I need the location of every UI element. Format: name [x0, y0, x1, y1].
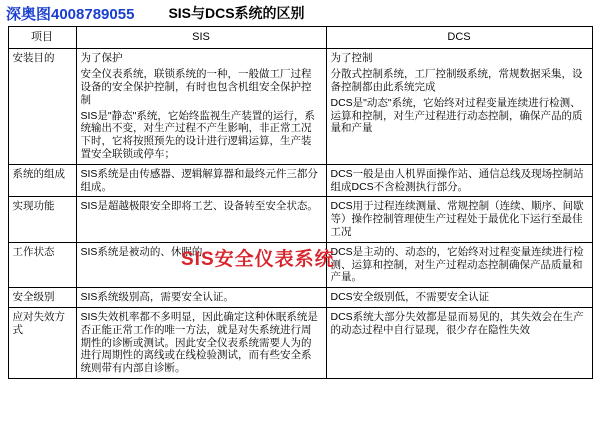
row-dcs-cell: [326, 49, 592, 164]
table-row: [8, 288, 592, 308]
table-row: [8, 307, 592, 378]
row-sis-cell: [76, 197, 326, 242]
table-row: [8, 242, 592, 287]
cell-paragraph: SIS系统级别高，需要安全认证。: [80, 291, 234, 304]
row-dcs-cell: [326, 164, 592, 197]
row-dcs-cell: [326, 288, 592, 308]
cell-paragraph: DCS是"动态"系统，它始终对过程变量连续进行检测、运算和控制，对生产过程进行动态控制，确保产品的质量和产量: [330, 96, 583, 135]
cell-paragraph: SIS系统是由传感器、逻辑解算器和最终元件三都分组成。: [80, 167, 318, 193]
cell-paragraph: SIS失效机率都不多明显，因此确定这种休眠系统是否正能正常工作的唯一方法，就是对失系统进行周期性的诊断或测试。因此安全仪表系统需要人为的进行周期性的离线或在线检验测试，而有些安全系统则带有内部自诊断。: [80, 310, 318, 375]
cell-paragraph: SIS是超越极限安全即将工艺、设备转至安全状态。: [80, 200, 318, 213]
brand-label: 深奥图4008789055: [6, 5, 135, 23]
row-sis-cell: [76, 288, 326, 308]
row-dcs-cell: [326, 197, 592, 242]
cell-paragraph: DCS是主动的、动态的，它始终对过程变量连续进行检测、运算和控制，对生产过程动态控制确保产品质量和产量。: [330, 245, 584, 284]
page-title: SIS与DCS系统的区别: [168, 5, 305, 21]
row-label: 系统的组成: [8, 164, 76, 197]
row-dcs-cell: [326, 307, 592, 378]
cell-paragraph: 为了控制: [330, 52, 373, 65]
column-header-dcs: DCS: [326, 27, 592, 49]
row-label: 工作状态: [8, 242, 76, 287]
row-sis-cell: [76, 307, 326, 378]
row-sis-cell: [76, 242, 326, 287]
cell-paragraph: DCS系统大部分失效都是显而易见的，其失效会在生产的动态过程中自行显现，很少存在隐性失效: [330, 310, 584, 336]
row-label: 实现功能: [8, 197, 76, 242]
cell-paragraph: 为了保护: [80, 52, 123, 65]
cell-paragraph: DCS一般是由人机界面操作站、通信总线及现场控制站组成DCS不含检测执行部分。: [330, 167, 584, 193]
column-header-sis: SIS: [76, 27, 326, 49]
cell-paragraph: 安全仪表系统，联锁系统的一种，一般做工厂过程设备的安全保护控制，有时也包含机组安全保护控制: [80, 68, 312, 106]
cell-paragraph: SIS系统是被动的、休眠的: [80, 245, 203, 258]
cell-paragraph: SIS是"静态"系统，它始终监视生产装置的运行，系统输出不变，对生产过程不产生影响，非正常工况下时，它将按照预先的设计进行逻辑运算，生产装置安全联锁或停车；: [80, 109, 315, 160]
cell-paragraph: DCS用于过程连续测量、常规控制（连续、顺序、间歇等）操作控制管理使生产过程处于最优化下运行至最佳工况: [330, 200, 584, 238]
table-row: [8, 49, 592, 164]
row-label: 安装目的: [8, 49, 76, 164]
row-sis-cell: [76, 49, 326, 164]
column-header-item: 项目: [8, 27, 76, 49]
table-row: [8, 197, 592, 242]
row-label: 安全级别: [8, 288, 76, 308]
table-row: [8, 164, 592, 197]
comparison-table: [8, 26, 593, 379]
watermark-text: SIS安全仪表系统: [181, 249, 335, 270]
row-label: 应对失效方式: [8, 307, 76, 378]
page-header: [0, 0, 600, 26]
cell-paragraph: 分散式控制系统，工厂控制级系统，常规数据采集，设备控制都由此系统完成: [330, 68, 583, 93]
row-dcs-cell: [326, 242, 592, 287]
table-header-row: [8, 27, 592, 49]
row-sis-cell: [76, 164, 326, 197]
cell-paragraph: DCS安全级别低，不需要安全认证: [330, 291, 490, 304]
